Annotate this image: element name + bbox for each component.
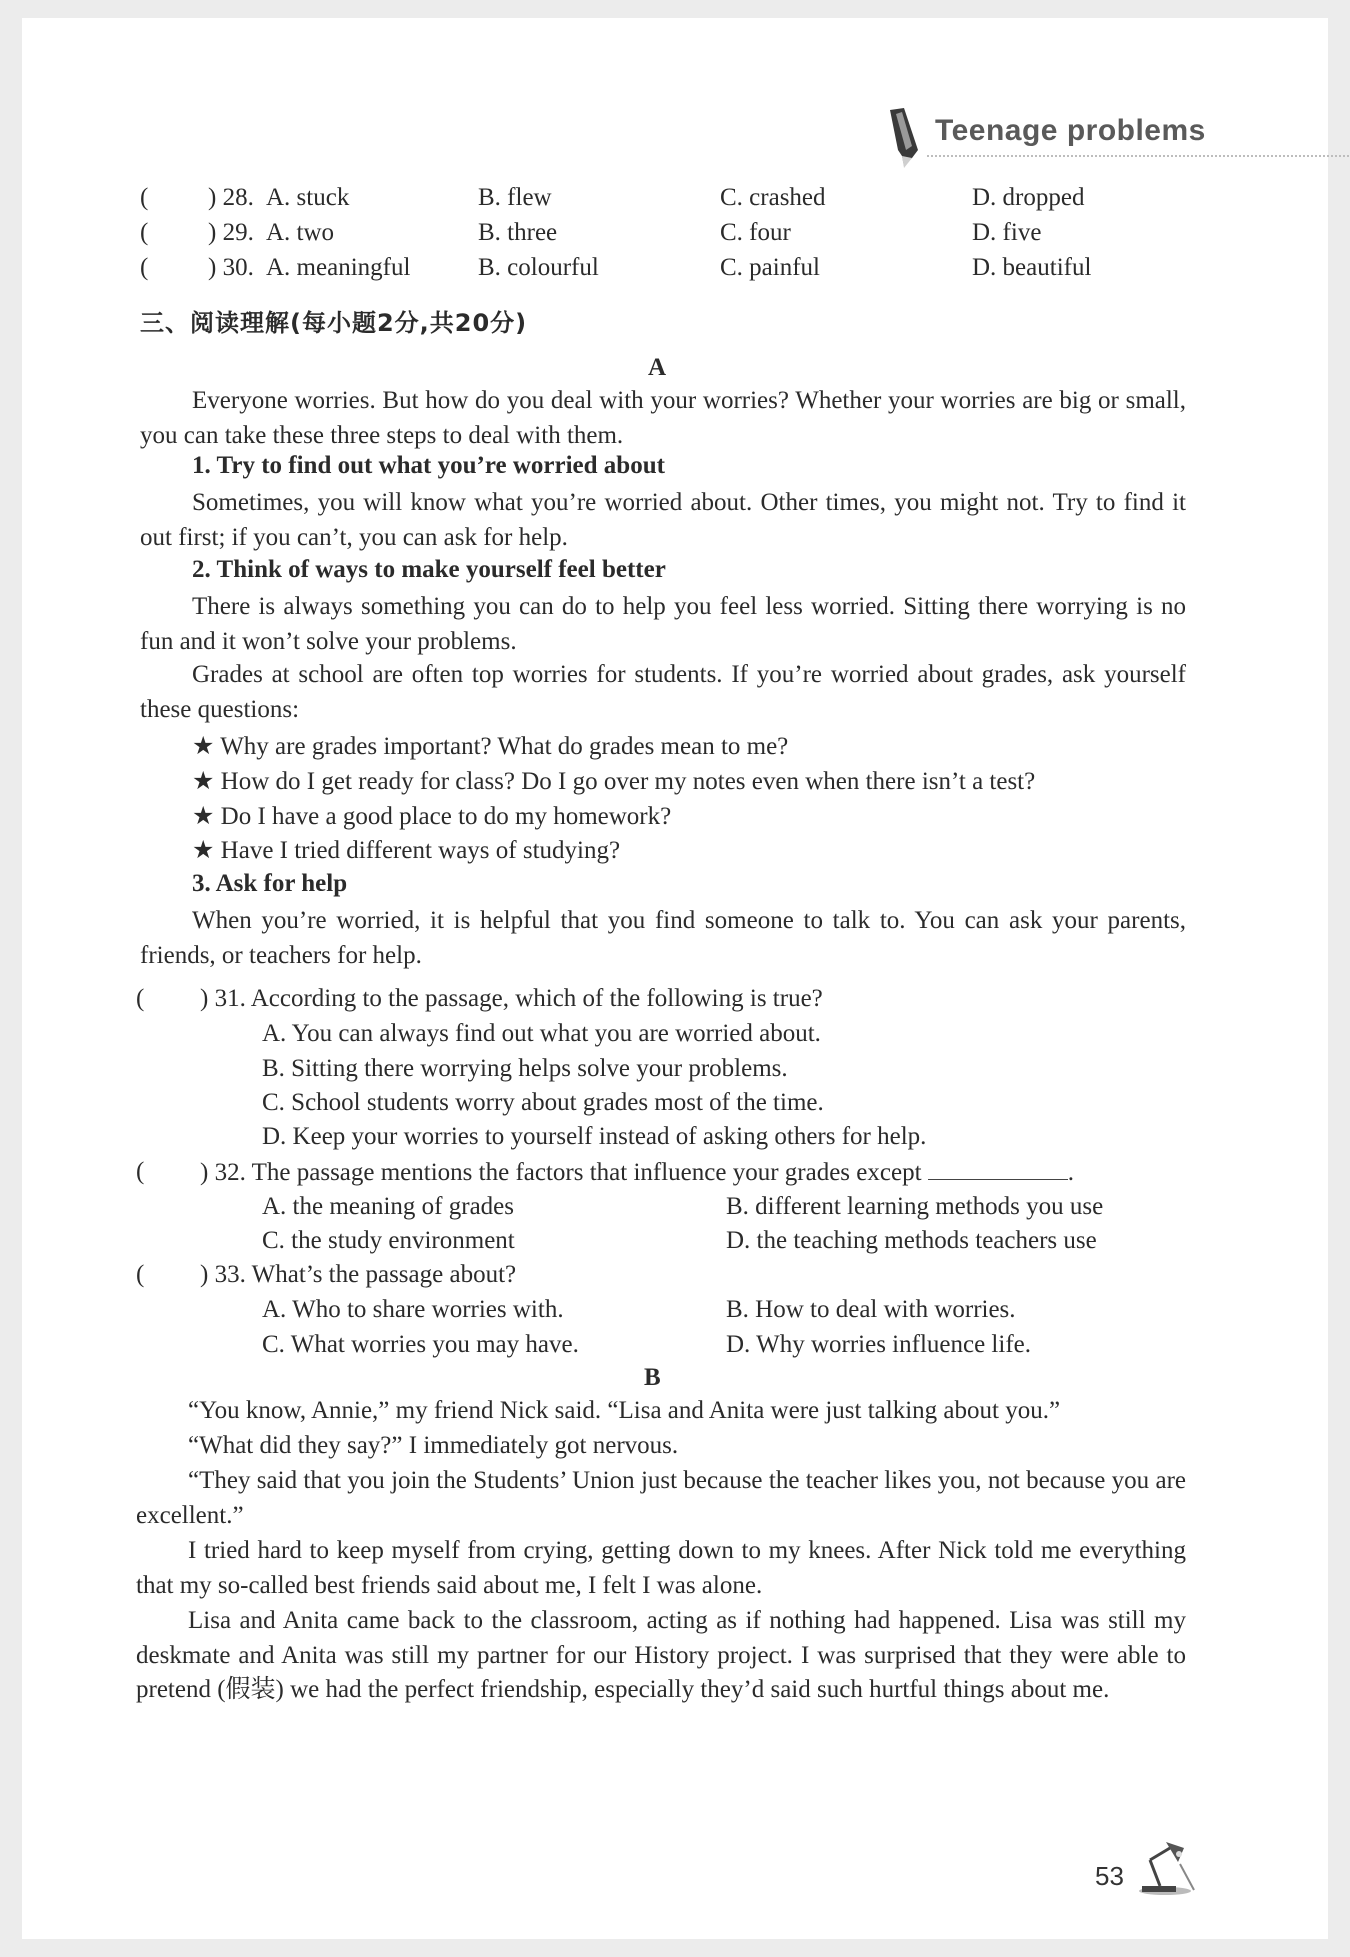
question-number: ) 30.: [208, 254, 254, 281]
option-d: D. the teaching methods teachers use: [726, 1227, 1097, 1254]
workbook-page: [22, 18, 1328, 1939]
option-d: D. Why worries influence life.: [726, 1331, 1031, 1358]
option-c: C. four: [720, 219, 791, 246]
question-stem: ) 33. What’s the passage about?: [200, 1261, 517, 1288]
option-a: A. You can always find out what you are worried about.: [262, 1020, 821, 1047]
option-b: B. colourful: [478, 254, 599, 281]
passage-b-paragraph: “What did they say?” I immediately got nervous.: [188, 1432, 679, 1459]
question-number: ) 29.: [208, 219, 254, 246]
option-a: A. stuck: [266, 184, 350, 211]
answer-paren[interactable]: (: [136, 985, 145, 1012]
option-d: D. Keep your worries to yourself instead of asking others for help.: [262, 1123, 927, 1150]
passage-a-paragraph: Everyone worries. But how do you deal with your worries? Whether your worries are big or small, you can take these three steps to deal with them.: [140, 387, 1186, 449]
desk-lamp-icon: [1134, 1838, 1196, 1896]
option-b: B. Sitting there worrying helps solve your problems.: [262, 1055, 788, 1082]
passage-a-label: A: [648, 354, 667, 381]
answer-paren[interactable]: (: [140, 254, 149, 281]
passage-b-paragraph: I tried hard to keep myself from crying, getting down to my knees. After Nick told me everything that my so-called best friends said about me, I felt I was alone.: [136, 1537, 1186, 1599]
option-c: C. crashed: [720, 184, 826, 211]
passage-a-step-heading: 3. Ask for help: [192, 870, 348, 897]
option-a: A. two: [266, 219, 335, 246]
option-b: B. different learning methods you use: [726, 1193, 1104, 1220]
passage-a-paragraph: When you’re worried, it is helpful that you find someone to talk to. You can ask your parents, friends, or teachers for help.: [140, 907, 1186, 969]
question-stem: ) 31. According to the passage, which of the following is true?: [200, 985, 823, 1012]
option-a: A. meaningful: [266, 254, 411, 281]
passage-a-step-heading: 1. Try to find out what you’re worried about: [192, 452, 665, 479]
question-stem: ) 32. The passage mentions the factors that influence your grades except .: [200, 1159, 1075, 1186]
passage-b-paragraph: “You know, Annie,” my friend Nick said. “Lisa and Anita were just talking about you.”: [188, 1397, 1061, 1424]
answer-paren[interactable]: (: [140, 219, 149, 246]
question-bullet: ★ How do I get ready for class? Do I go over my notes even when there isn’t a test?: [192, 768, 1036, 795]
option-d: D. beautiful: [972, 254, 1092, 281]
option-b: B. three: [478, 219, 558, 246]
pen-icon: [884, 106, 924, 170]
passage-a-paragraph: Sometimes, you will know what you’re worried about. Other times, you might not. Try to find it out first; if you can’t, you can ask for help.: [140, 489, 1186, 551]
passage-a-paragraph: There is always something you can do to help you feel less worried. Sitting there worrying is no fun and it won’t solve your problems.: [140, 593, 1186, 655]
answer-paren[interactable]: (: [136, 1261, 145, 1288]
passage-b-paragraph: Lisa and Anita came back to the classroom, acting as if nothing had happened. Lisa was still my deskmate and Anita was still my partner for our History project. I was surprised that they were able to pretend (假装) we had the perfect friendship, especially they’d said such hurtful things about me.: [136, 1607, 1186, 1703]
answer-paren[interactable]: (: [136, 1158, 145, 1185]
page-number: 53: [1095, 1861, 1124, 1891]
option-c: C. What worries you may have.: [262, 1331, 579, 1358]
passage-b-paragraph: “They said that you join the Students’ Union just because the teacher likes you, not because you are excellent.”: [136, 1467, 1186, 1529]
question-bullet: ★ Have I tried different ways of studying?: [192, 837, 621, 864]
option-d: D. dropped: [972, 184, 1085, 211]
passage-a-step-heading: 2. Think of ways to make yourself feel better: [192, 556, 666, 583]
question-number: ) 28.: [208, 184, 254, 211]
question-bullet: ★ Do I have a good place to do my homework?: [192, 803, 672, 830]
answer-paren[interactable]: (: [140, 184, 149, 211]
option-b: B. flew: [478, 184, 552, 211]
answer-blank[interactable]: [928, 1157, 1068, 1180]
option-c: C. the study environment: [262, 1227, 515, 1254]
passage-a-paragraph: Grades at school are often top worries for students. If you’re worried about grades, ask yourself these questions:: [140, 661, 1186, 723]
header-title: Teenage problems: [935, 114, 1206, 147]
option-a: A. the meaning of grades: [262, 1193, 515, 1220]
question-bullet: ★ Why are grades important? What do grades mean to me?: [192, 733, 789, 760]
option-d: D. five: [972, 219, 1042, 246]
option-a: A. Who to share worries with.: [262, 1296, 564, 1323]
section-heading: 三、阅读理解(每小题2分,共20分): [140, 309, 528, 337]
option-b: B. How to deal with worries.: [726, 1296, 1016, 1323]
passage-b-label: B: [644, 1364, 661, 1391]
option-c: C. painful: [720, 254, 820, 281]
option-c: C. School students worry about grades most of the time.: [262, 1089, 824, 1116]
header-divider: [927, 155, 1350, 157]
